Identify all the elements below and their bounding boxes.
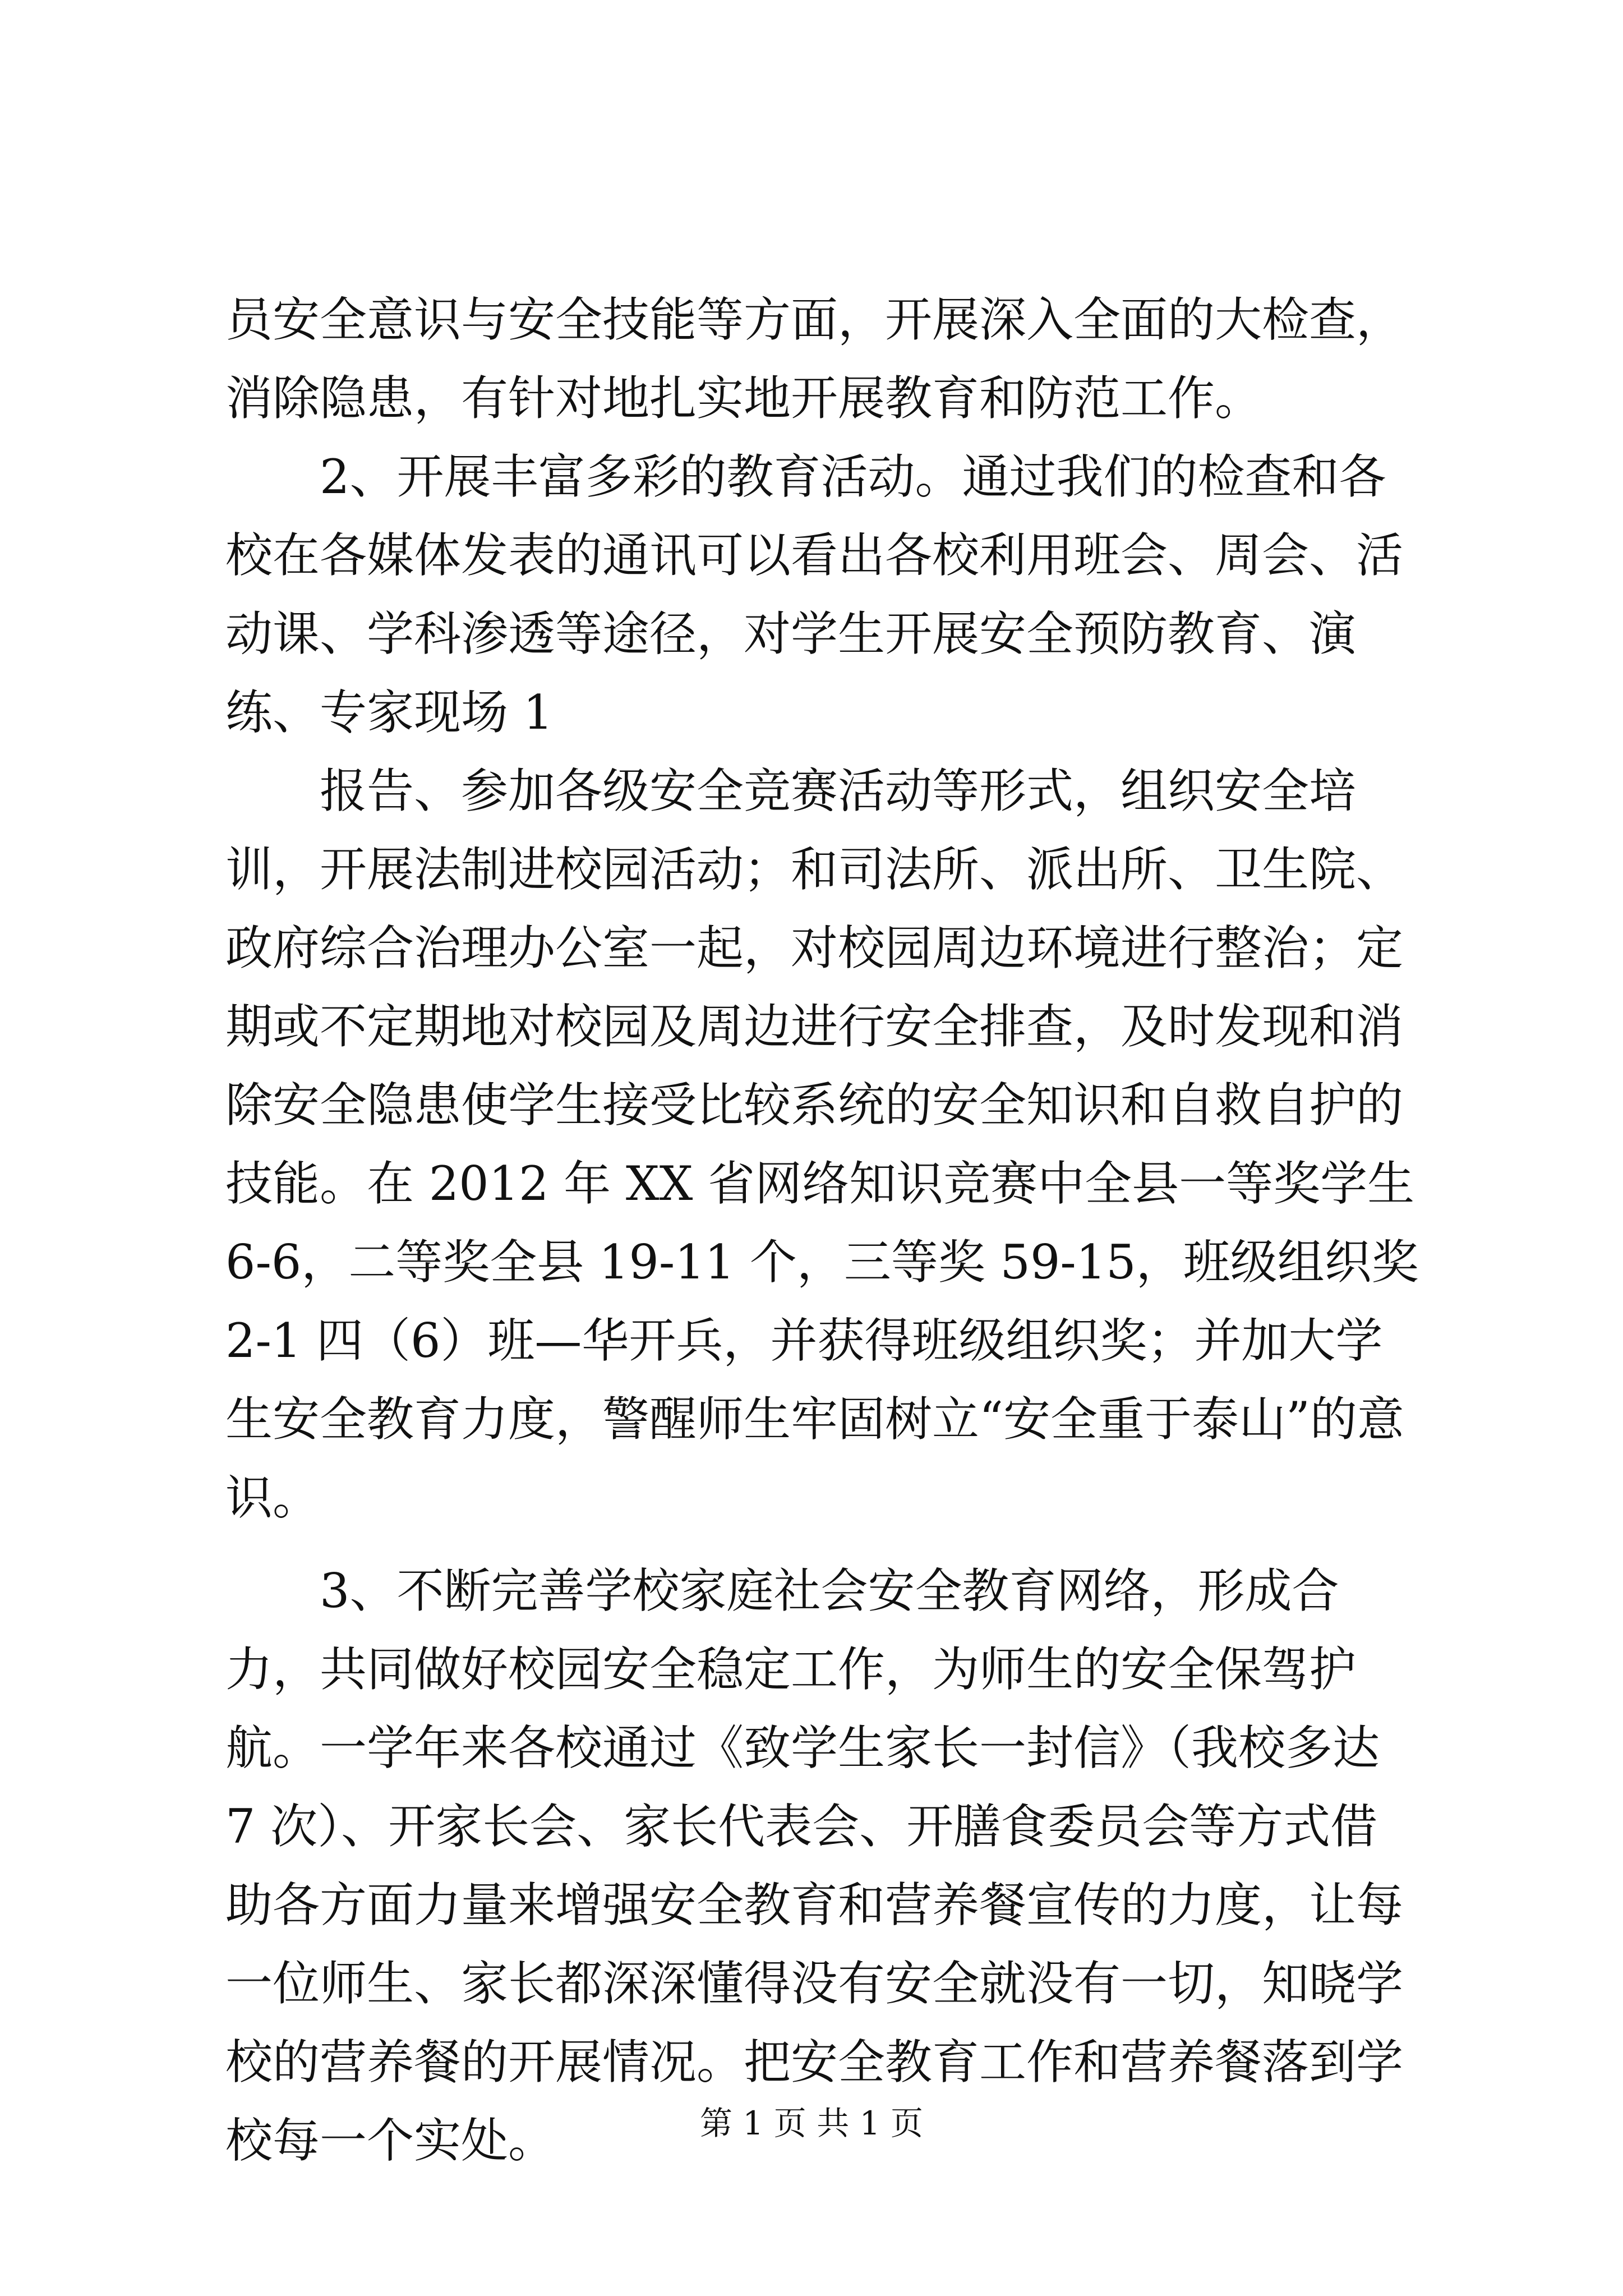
paragraph-continuation: 员安全意识与安全技能等方面，开展深入全面的大检查，消除隐患，有针对地扎实地开展教育和防范工作。: [225, 292, 1404, 426]
page-number-footer: 第 1 页 共 1 页: [700, 2104, 923, 2142]
document-body: [225, 280, 1420, 2180]
paragraph-report: 报告、参加各级安全竞赛活动等形式，组织安全培训，开展法制进校园活动；和司法所、派出所、卫生院、政府综合治理办公室一起，对校园周边环境进行整治；定期或不定期地对校园及周边进行安全排查，及时发现和消除安全隐患使学生接受比较系统的安全知识和自救自护的技能。在 2012 年 XX 省网络知识竞赛中全县一等奖学生 6-6，二等奖全县 19-11 个，三等奖 59-15，班级组织奖 2-1 四（6）班—华开兵，并获得班级组织奖；并加大学生安全教育力度，警醒师生牢固树立“安全重于泰山”的意识。: [225, 763, 1419, 1525]
paragraph-item-2: 2、开展丰富多彩的教育活动。通过我们的检查和各校在各媒体发表的通讯可以看出各校利用班会、周会、活动课、学科渗透等途径，对学生开展安全预防教育、演练、专家现场 1: [225, 449, 1404, 740]
paragraph-item-3: 3、不断完善学校家庭社会安全教育网络，形成合力，共同做好校园安全稳定工作，为师生的安全保驾护航。一学年来各校通过《致学生家长一封信》（我校多达 7 次）、开家长会、家长代表会、开膳食委员会等方式借助各方面力量来增强安全教育和营养餐宣传的力度，让每一位师生、家长都深深懂得没有安全就没有一切，知晓学校的营养餐的开展情况。把安全教育工作和营养餐落到学校每一个实处。: [225, 1563, 1404, 2168]
